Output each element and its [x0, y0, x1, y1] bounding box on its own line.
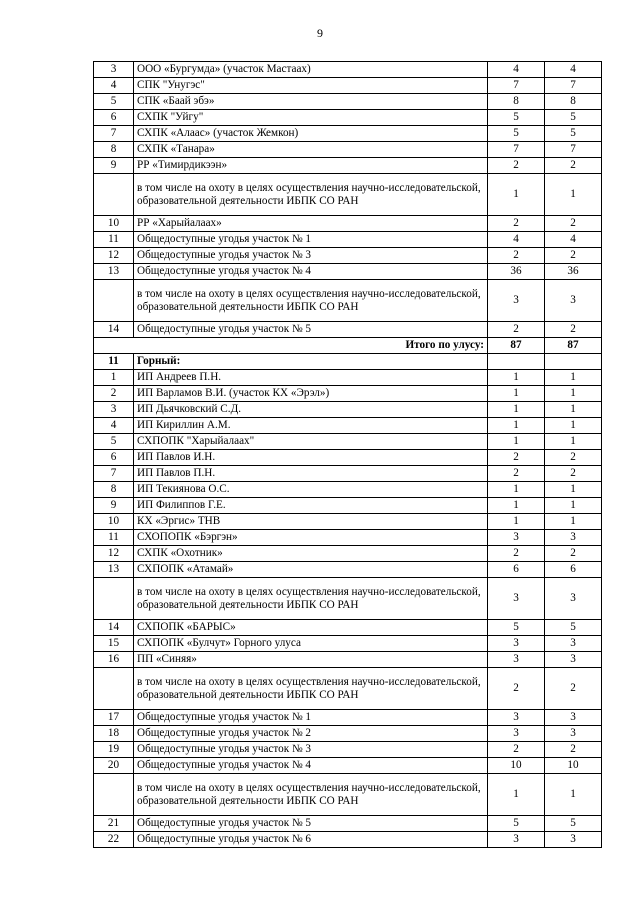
row-number [94, 774, 134, 816]
row-name: Общедоступные угодья участок № 1 [134, 710, 488, 726]
row-name: СХПОПК «Булчут» Горного улуса [134, 636, 488, 652]
table-row [94, 620, 602, 636]
value-cell-a: 2 [488, 466, 545, 482]
value-cell-b: 1 [545, 482, 602, 498]
value-cell-b: 3 [545, 710, 602, 726]
value-cell-a: 6 [488, 562, 545, 578]
value-cell-a: 2 [488, 450, 545, 466]
row-name: ИП Варламов В.И. (участок КХ «Эрэл») [134, 386, 488, 402]
row-name: в том числе на охоту в целях осуществления научно-исследовательской, образовательной деятельности ИБПК СО РАН [134, 174, 488, 216]
row-number: 11 [94, 530, 134, 546]
total-label: Итого по улусу: [94, 338, 488, 354]
section-row [94, 354, 602, 370]
value-cell-a: 1 [488, 402, 545, 418]
value-cell-a: 1 [488, 482, 545, 498]
row-number [94, 668, 134, 710]
row-name: ПП «Синяя» [134, 652, 488, 668]
row-number: 5 [94, 434, 134, 450]
value-cell-b: 10 [545, 758, 602, 774]
table-body [94, 62, 602, 848]
row-name: СПК "Унугэс" [134, 78, 488, 94]
value-cell-b: 3 [545, 280, 602, 322]
value-cell-a: 5 [488, 816, 545, 832]
row-name: Общедоступные угодья участок № 3 [134, 248, 488, 264]
value-cell-a: 1 [488, 174, 545, 216]
row-name: СХПОПК «БАРЫС» [134, 620, 488, 636]
row-number: 1 [94, 370, 134, 386]
row-number: 8 [94, 482, 134, 498]
row-number: 2 [94, 386, 134, 402]
row-number: 12 [94, 248, 134, 264]
table-row [94, 498, 602, 514]
value-cell-b: 36 [545, 264, 602, 280]
row-name: СПК «Баай эбэ» [134, 94, 488, 110]
row-number: 12 [94, 546, 134, 562]
table-row [94, 126, 602, 142]
table-row [94, 434, 602, 450]
subtotal-row [94, 578, 602, 620]
row-number: 3 [94, 402, 134, 418]
row-name: в том числе на охоту в целях осуществления научно-исследовательской, образовательной деятельности ИБПК СО РАН [134, 668, 488, 710]
value-cell-b: 1 [545, 434, 602, 450]
value-cell-b: 3 [545, 578, 602, 620]
table-row [94, 62, 602, 78]
table-row [94, 142, 602, 158]
subtotal-row [94, 174, 602, 216]
value-cell-b: 1 [545, 370, 602, 386]
row-name: ООО «Бургумда» (участок Мастаах) [134, 62, 488, 78]
table-row [94, 386, 602, 402]
value-cell-a: 3 [488, 832, 545, 848]
value-cell-a: 5 [488, 126, 545, 142]
row-number: 21 [94, 816, 134, 832]
value-cell-a: 2 [488, 248, 545, 264]
row-number: 7 [94, 126, 134, 142]
value-cell-b: 1 [545, 174, 602, 216]
table-row [94, 652, 602, 668]
table-row [94, 402, 602, 418]
value-cell-a: 1 [488, 434, 545, 450]
row-name: ИП Дьячковский С.Д. [134, 402, 488, 418]
row-name: СХОПОПК «Бэргэн» [134, 530, 488, 546]
row-name: СХПК «Алаас» (участок Жемкон) [134, 126, 488, 142]
table-row [94, 450, 602, 466]
table-row [94, 710, 602, 726]
row-number: 8 [94, 142, 134, 158]
row-name: ИП Павлов П.Н. [134, 466, 488, 482]
row-number: 20 [94, 758, 134, 774]
row-number [94, 578, 134, 620]
value-cell-b: 7 [545, 142, 602, 158]
row-name: в том числе на охоту в целях осуществления научно-исследовательской, образовательной деятельности ИБПК СО РАН [134, 280, 488, 322]
value-cell-a: 5 [488, 620, 545, 636]
value-cell-a: 3 [488, 726, 545, 742]
table-row [94, 832, 602, 848]
subtotal-row [94, 774, 602, 816]
row-number: 13 [94, 562, 134, 578]
value-cell-b: 2 [545, 546, 602, 562]
value-cell-a: 4 [488, 62, 545, 78]
value-cell-a: 2 [488, 322, 545, 338]
table-row [94, 232, 602, 248]
value-cell-b: 6 [545, 562, 602, 578]
total-row [94, 338, 602, 354]
value-cell-a: 7 [488, 142, 545, 158]
value-cell-a: 2 [488, 546, 545, 562]
value-cell-a: 1 [488, 370, 545, 386]
row-number: 3 [94, 62, 134, 78]
value-cell-a: 1 [488, 774, 545, 816]
row-number: 22 [94, 832, 134, 848]
value-cell-b: 8 [545, 94, 602, 110]
row-name: СХПК «Танара» [134, 142, 488, 158]
quota-table [93, 61, 602, 848]
row-name: Общедоступные угодья участок № 5 [134, 816, 488, 832]
value-cell-a: 3 [488, 636, 545, 652]
value-cell-b: 4 [545, 62, 602, 78]
row-name: СХПОПК «Атамай» [134, 562, 488, 578]
row-name: ИП Филиппов Г.Е. [134, 498, 488, 514]
value-cell-b: 4 [545, 232, 602, 248]
value-cell-b: 2 [545, 450, 602, 466]
table-row [94, 466, 602, 482]
value-cell-b: 1 [545, 498, 602, 514]
value-cell-a: 87 [488, 338, 545, 354]
value-cell-b: 3 [545, 832, 602, 848]
table-row [94, 636, 602, 652]
row-number: 11 [94, 232, 134, 248]
value-cell-a: 3 [488, 710, 545, 726]
value-cell-a: 36 [488, 264, 545, 280]
table-row [94, 216, 602, 232]
row-number: 16 [94, 652, 134, 668]
row-name: Горный: [134, 354, 488, 370]
table-row [94, 264, 602, 280]
table-row [94, 158, 602, 174]
row-number: 5 [94, 94, 134, 110]
row-number: 9 [94, 498, 134, 514]
value-cell-b: 5 [545, 110, 602, 126]
value-cell-b: 3 [545, 530, 602, 546]
value-cell-a: 1 [488, 386, 545, 402]
row-number: 4 [94, 78, 134, 94]
value-cell-a: 10 [488, 758, 545, 774]
table-row [94, 742, 602, 758]
row-number: 18 [94, 726, 134, 742]
table-row [94, 546, 602, 562]
value-cell-a: 3 [488, 280, 545, 322]
row-number: 6 [94, 450, 134, 466]
value-cell-a: 2 [488, 216, 545, 232]
table-row [94, 110, 602, 126]
value-cell-b: 5 [545, 126, 602, 142]
row-name: ИП Павлов И.Н. [134, 450, 488, 466]
value-cell-a: 3 [488, 578, 545, 620]
row-number: 14 [94, 322, 134, 338]
value-cell-b: 5 [545, 816, 602, 832]
table-row [94, 78, 602, 94]
subtotal-row [94, 668, 602, 710]
row-number: 19 [94, 742, 134, 758]
row-name: Общедоступные угодья участок № 1 [134, 232, 488, 248]
value-cell-b: 2 [545, 158, 602, 174]
row-number: 4 [94, 418, 134, 434]
row-number [94, 280, 134, 322]
value-cell-b: 1 [545, 402, 602, 418]
value-cell-a: 1 [488, 514, 545, 530]
value-cell-b: 87 [545, 338, 602, 354]
value-cell-a: 1 [488, 418, 545, 434]
value-cell-b: 2 [545, 216, 602, 232]
row-name: Общедоступные угодья участок № 5 [134, 322, 488, 338]
table-row [94, 758, 602, 774]
row-name: в том числе на охоту в целях осуществления научно-исследовательской, образовательной деятельности ИБПК СО РАН [134, 774, 488, 816]
table-row [94, 248, 602, 264]
value-cell-b: 1 [545, 418, 602, 434]
row-number: 17 [94, 710, 134, 726]
value-cell-b: 2 [545, 248, 602, 264]
value-cell-b: 1 [545, 774, 602, 816]
table-row [94, 726, 602, 742]
row-number: 10 [94, 514, 134, 530]
row-name: Общедоступные угодья участок № 2 [134, 726, 488, 742]
value-cell-b [545, 354, 602, 370]
value-cell-b: 1 [545, 514, 602, 530]
value-cell-a: 3 [488, 530, 545, 546]
table-row [94, 530, 602, 546]
value-cell-b: 3 [545, 636, 602, 652]
value-cell-a: 7 [488, 78, 545, 94]
value-cell-b: 3 [545, 726, 602, 742]
value-cell-b: 5 [545, 620, 602, 636]
row-number [94, 174, 134, 216]
table-row [94, 816, 602, 832]
row-name: Общедоступные угодья участок № 3 [134, 742, 488, 758]
table-row [94, 482, 602, 498]
row-number: 13 [94, 264, 134, 280]
row-number: 14 [94, 620, 134, 636]
row-name: ИП Текиянова О.С. [134, 482, 488, 498]
value-cell-b: 2 [545, 466, 602, 482]
row-number: 15 [94, 636, 134, 652]
row-name: в том числе на охоту в целях осуществления научно-исследовательской, образовательной деятельности ИБПК СО РАН [134, 578, 488, 620]
value-cell-b: 3 [545, 652, 602, 668]
row-name: РР «Тимирдикээн» [134, 158, 488, 174]
table-row [94, 322, 602, 338]
row-number: 7 [94, 466, 134, 482]
row-name: СХПК "Уйгу" [134, 110, 488, 126]
table-row [94, 562, 602, 578]
row-name: ИП Кириллин А.М. [134, 418, 488, 434]
value-cell-b: 2 [545, 322, 602, 338]
value-cell-a: 2 [488, 158, 545, 174]
row-number: 9 [94, 158, 134, 174]
table-row [94, 94, 602, 110]
value-cell-b: 7 [545, 78, 602, 94]
value-cell-a: 1 [488, 498, 545, 514]
table-row [94, 418, 602, 434]
value-cell-a: 2 [488, 742, 545, 758]
row-name: ИП Андреев П.Н. [134, 370, 488, 386]
row-number: 6 [94, 110, 134, 126]
row-name: РР «Харыйалаах» [134, 216, 488, 232]
value-cell-b: 2 [545, 668, 602, 710]
row-name: Общедоступные угодья участок № 4 [134, 758, 488, 774]
row-name: СХПК «Охотник» [134, 546, 488, 562]
table-row [94, 370, 602, 386]
value-cell-a: 2 [488, 668, 545, 710]
page-number: 9 [317, 26, 323, 40]
value-cell-a [488, 354, 545, 370]
value-cell-a: 5 [488, 110, 545, 126]
row-number: 10 [94, 216, 134, 232]
value-cell-b: 2 [545, 742, 602, 758]
row-name: Общедоступные угодья участок № 4 [134, 264, 488, 280]
row-name: СХПОПК "Харыйалаах" [134, 434, 488, 450]
value-cell-b: 1 [545, 386, 602, 402]
row-name: КХ «Эргис» ТНВ [134, 514, 488, 530]
row-name: Общедоступные угодья участок № 6 [134, 832, 488, 848]
table-row [94, 514, 602, 530]
value-cell-a: 4 [488, 232, 545, 248]
value-cell-a: 3 [488, 652, 545, 668]
value-cell-a: 8 [488, 94, 545, 110]
row-number: 11 [94, 354, 134, 370]
subtotal-row [94, 280, 602, 322]
